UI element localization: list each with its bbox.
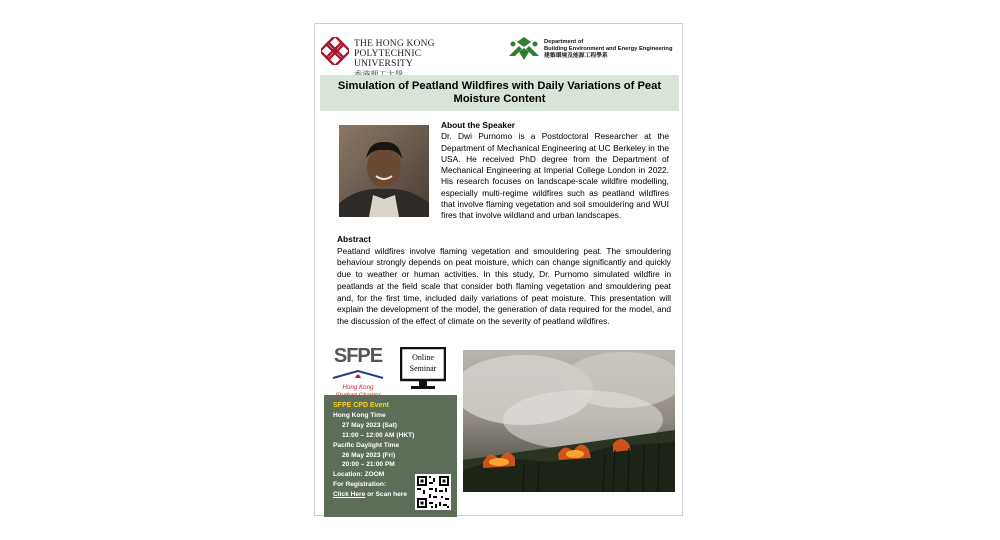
title-band	[320, 75, 679, 111]
speaker-section	[441, 120, 669, 222]
sfpe-flame-icon	[329, 370, 387, 379]
qr-code[interactable]	[415, 474, 451, 510]
scan-here-text: or Scan here	[365, 491, 408, 499]
wildfire-photo	[463, 350, 675, 492]
abstract-text: Peatland wildfires involve flaming vegetation and smouldering peat. The smouldering behaviour strongly depends on peat moisture, which can change significantly and quickly due to weather or human activities. In this study, Dr. Purnomo simulated wildfire in peatlands at the field scale that consider both flaming vegetation and smouldering peat and, for the first time, included daily variations of peat moisture. This presentation will explain the development of the model, the generation of data required for the model, and the discussion of the effect of climate on the severity of peatland wildfires.	[337, 245, 671, 326]
hk-time: 11:00 – 12:00 AM (HKT)	[342, 431, 415, 439]
qr-code-icon	[415, 474, 451, 510]
speaker-photo	[339, 125, 429, 217]
polyu-logo	[321, 37, 461, 67]
sfpe-logo	[329, 346, 387, 396]
seminar-title: Simulation of Peatland Wildfires with Daily Variations of Peat Moisture Content	[337, 80, 662, 105]
pdt-time: 20:00 – 21:00 PM	[342, 461, 395, 469]
sfpe-wordmark: SFPE	[333, 345, 383, 367]
department-emblem-icon	[507, 36, 541, 62]
event-title: SFPE CPD Event	[333, 402, 390, 409]
polyu-emblem-icon	[321, 37, 349, 65]
event-info-panel	[324, 395, 457, 517]
abstract-heading: Abstract	[337, 234, 371, 244]
department-line1: Department of	[544, 39, 584, 45]
speaker-bio: Dr. Dwi Purnomo is a Postdoctoral Researcher at the Department of Mechanical Engineering at UC Berkeley in the USA. He received PhD degree from the Department of Mechanical Engineering at Imperial College London in 2022. His research focuses on landscape-scale wildfire modelling, especially multi-regime wildfires such as peatland wildfires that involve flaming vegetation and soil smouldering and WUI fires that involve wildland and urban landscapes.	[441, 131, 669, 221]
monitor-line1: Online	[412, 353, 434, 362]
online-seminar-monitor-icon	[400, 347, 446, 391]
abstract-section	[337, 234, 671, 328]
event-poster	[314, 23, 683, 516]
monitor-line2: Seminar	[409, 364, 437, 373]
hk-date: 27 May 2023 (Sat)	[342, 421, 397, 429]
sfpe-sub-line1: Hong Kong	[342, 384, 374, 391]
pdt-date: 26 May 2023 (Fri)	[342, 451, 396, 459]
click-here-link[interactable]: Click Here	[333, 491, 366, 499]
department-line2: Building Environment and Energy Engineering	[544, 46, 673, 52]
hk-time-label: Hong Kong Time	[333, 411, 386, 419]
registration-label: For Registration:	[333, 481, 387, 489]
speaker-heading: About the Speaker	[441, 120, 515, 130]
location: Location: ZOOM	[333, 471, 385, 479]
polyu-name-line2: POLYTECHNIC UNIVERSITY	[354, 49, 422, 69]
pdt-time-label: Pacific Daylight Time	[333, 441, 400, 449]
department-logo	[507, 36, 682, 68]
department-cn: 建築環境及能源工程學系	[544, 53, 608, 59]
polyu-name-line1: THE HONG KONG	[354, 39, 435, 49]
